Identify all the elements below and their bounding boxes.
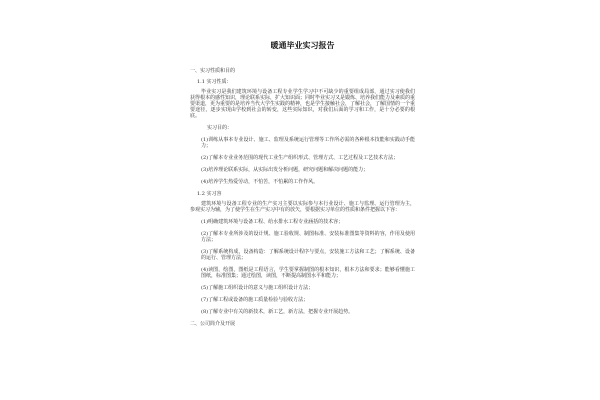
goal-item: (1)训练从事本专业设计、施工、监理及系统运行管理等工作所必需的各种根本技能和实践动手能力；	[201, 137, 415, 149]
goal-item: (4)培养学生热爱劳动，不怕苦，不怕累的工作作风。	[201, 179, 319, 185]
content-item: (2)了解本专业所涉及的设计规、施工验收规、制图标准、安装标准图集等资料的容，作用及使用方法；	[201, 231, 415, 243]
section-1-1-paragraph: 毕业实习是我们建筑环境与设备工程专业学生学习中不可缺少的重要组成局部，通过实习使我们获得根本的感性知识，理论联系实际，扩大知识面；同时毕业实习又是锻炼、培养我们能力及素质的重要渠道，更为重要的是培养当代大学生实践的精神，也是学生接触社会，了解社会，了解国情的一个重要途径，逐步实现由学校到社会的转变，这些实际知识，对我们后面的学习和工作，是十分必要的根底。	[190, 89, 416, 119]
section-2-heading: 二、公司简介及开展	[190, 321, 236, 327]
section-1-heading: 一、实习性质和目的	[190, 68, 236, 74]
section-1-2-paragraph: 建筑环境与设备工程专业的生产实习主要以实际参与本行业设计、施工与监理、运行管理为主，参观实习为辅，为了使学生在生产实习中有的放矢，要根据实习单位的性质和条件把握以下容：	[190, 201, 415, 213]
document-body	[190, 40, 415, 332]
content-item: (4)读图，绘图，图纸是工程语言，学生要掌握制图的根本知识，根本方法和要求；能够看懂施工图纸，标准图集；通过绘图，读图，不断提高制图水平和能力；	[201, 267, 415, 279]
section-1-2-heading: 1.2 实习容	[197, 191, 222, 197]
document-title: 暖通毕业实习报告	[270, 40, 335, 50]
content-item: (3)了解系统构成，设备构造：了解系统设计程序与要点，安装施工方法和工艺；了解系统、设备的运行、管理方法；	[201, 249, 415, 261]
goal-item: (3)培养理论联系实际，从实际出发分析问题，研究问题和解决问题的能力；	[201, 167, 369, 173]
section-1-1-heading: 1.1 实习性质：	[197, 79, 232, 85]
content-item: (8)了解专业中有关的新技术，新工艺，新方法，把握专业开展趋势。	[201, 309, 354, 315]
practice-goal-label: 实习目的：	[207, 125, 233, 131]
content-item: (5)了解施工组织设计的意义与施工组织设计方法；	[201, 285, 314, 291]
content-item: (7)了解工程或设备的施工质量检验与验收方法；	[201, 297, 309, 303]
content-item: (1)明确建筑环境与设备工程、给水排水工程专业涵括的技术容；	[201, 219, 344, 225]
goal-item: (2)了解本专业业务范围的现代工业生产组织形式、管理方式、工艺过程及工艺技术方法；	[201, 155, 399, 161]
